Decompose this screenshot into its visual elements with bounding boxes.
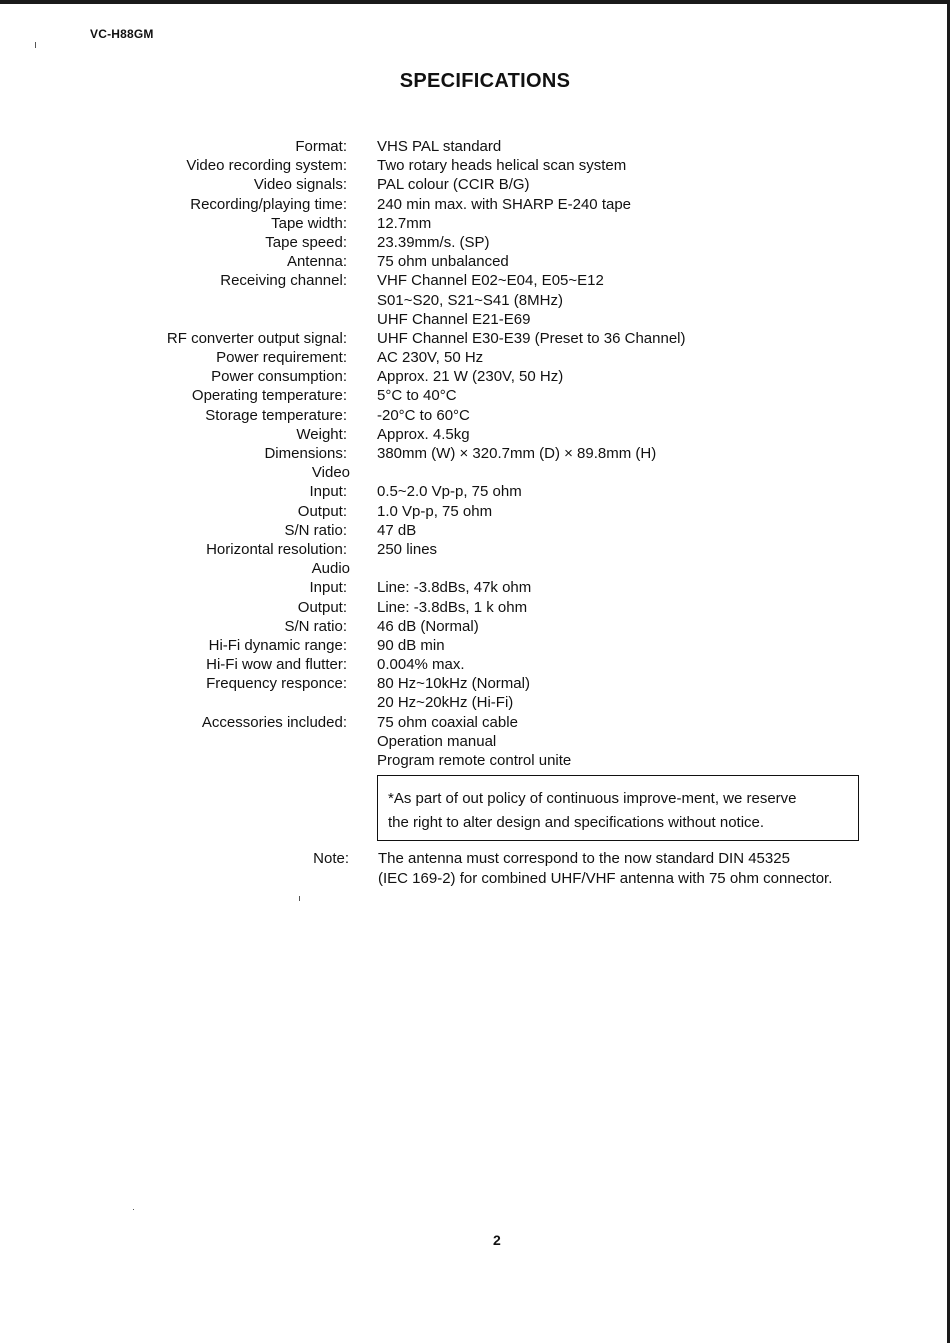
spec-value: Operation manual: [377, 732, 497, 750]
spec-row: [0, 482, 950, 501]
spec-row: [0, 751, 950, 770]
spec-label: Audio: [311, 560, 350, 578]
spec-value: 75 ohm unbalanced: [377, 253, 509, 271]
spec-row: [0, 674, 950, 693]
spec-value: 1.0 Vp-p, 75 ohm: [377, 502, 493, 520]
spec-value: Two rotary heads helical scan system: [377, 157, 627, 175]
spec-value: 240 min max. with SHARP E-240 tape: [377, 195, 632, 213]
spec-row: [0, 386, 950, 405]
spec-value: VHF Channel E02~E04, E05~E12: [377, 272, 604, 290]
spec-row: [0, 367, 950, 386]
spec-label: Power consumption:: [211, 368, 347, 386]
spec-label: Frequency responce:: [206, 675, 347, 693]
spec-row: [0, 233, 950, 252]
spec-row: [0, 329, 950, 348]
spec-label: Video signals:: [253, 176, 347, 194]
spec-label: Horizontal resolution:: [206, 540, 347, 558]
spec-value: 5°C to 40°C: [377, 387, 457, 405]
spec-label: Video recording system:: [186, 157, 347, 175]
spec-label: Tape width:: [271, 214, 347, 232]
spec-value: -20°C to 60°C: [377, 406, 470, 424]
notice-box: [377, 775, 859, 841]
spec-row: [0, 156, 950, 175]
top-border-rule: [0, 0, 950, 4]
spec-row: [0, 252, 950, 271]
notice-line-1: *As part of out policy of continuous improve-ment, we reserve: [388, 790, 797, 807]
scan-speck: [299, 896, 300, 901]
spec-value: UHF Channel E21-E69: [377, 310, 531, 328]
spec-label: Hi-Fi wow and flutter:: [206, 656, 347, 674]
note-line-2: (IEC 169-2) for combined UHF/VHF antenna with 75 ohm connector.: [378, 869, 833, 887]
spec-row: [0, 175, 950, 194]
spec-value: Approx. 4.5kg: [377, 425, 470, 443]
spec-label: Format:: [295, 138, 347, 155]
spec-row: [0, 693, 950, 712]
spec-row: [0, 655, 950, 674]
spec-label: Hi-Fi dynamic range:: [208, 636, 347, 654]
spec-label: Output:: [297, 502, 347, 520]
spec-row: [0, 636, 950, 655]
spec-row: [0, 271, 950, 290]
spec-row: [0, 578, 950, 597]
spec-value: 250 lines: [377, 540, 438, 558]
spec-value: 75 ohm coaxial cable: [377, 713, 518, 731]
spec-label: Dimensions:: [264, 445, 347, 462]
spec-value: 20 Hz~20kHz (Hi-Fi): [377, 694, 514, 712]
scan-speck: [133, 1209, 134, 1210]
spec-value: 90 dB min: [377, 636, 445, 654]
model-number: VC-H88GM: [90, 27, 154, 41]
spec-row: [0, 406, 950, 425]
spec-value: 12.7mm: [377, 214, 432, 232]
spec-label: Weight:: [296, 425, 347, 443]
spec-label: Accessories included:: [201, 713, 347, 731]
scan-speck: [35, 42, 36, 48]
spec-label: Power requirement:: [216, 349, 347, 367]
spec-value: 47 dB: [377, 521, 417, 539]
spec-value: S01~S20, S21~S41 (8MHz): [377, 291, 563, 309]
note-line-1: The antenna must correspond to the now standard DIN 45325: [378, 850, 790, 867]
spec-label: RF converter output signal:: [166, 329, 347, 347]
spec-row: [0, 348, 950, 367]
spec-value: VHS PAL standard: [377, 138, 502, 155]
spec-value: PAL colour (CCIR B/G): [377, 176, 530, 194]
spec-row: [0, 598, 950, 617]
spec-label: Receiving channel:: [220, 272, 347, 290]
spec-label: Tape speed:: [265, 233, 347, 251]
spec-row: [0, 195, 950, 214]
note-label: Note:: [313, 850, 349, 867]
spec-row: [0, 214, 950, 233]
spec-label: Operating temperature:: [191, 387, 347, 405]
spec-row: [0, 713, 950, 732]
spec-label: Antenna:: [286, 253, 347, 271]
spec-row: [0, 617, 950, 636]
spec-value: 0.5~2.0 Vp-p, 75 ohm: [377, 483, 522, 501]
notice-line-2: the right to alter design and specifications without notice.: [388, 814, 765, 831]
spec-value: 380mm (W) × 320.7mm (D) × 89.8mm (H): [377, 445, 657, 462]
spec-value: Program remote control unite: [377, 752, 572, 769]
spec-label: Input:: [309, 579, 347, 597]
spec-label: Output:: [297, 598, 347, 616]
spec-value: 23.39mm/s. (SP): [377, 233, 490, 251]
spec-row: [0, 463, 950, 482]
spec-value: Line: -3.8dBs, 1 k ohm: [377, 598, 528, 616]
spec-label: Recording/playing time:: [190, 195, 347, 213]
specifications-list: [0, 137, 950, 770]
spec-value: Line: -3.8dBs, 47k ohm: [377, 579, 532, 597]
spec-label: Input:: [309, 483, 347, 501]
spec-label: Storage temperature:: [205, 406, 347, 424]
spec-row: [0, 540, 950, 559]
spec-row: [0, 425, 950, 444]
spec-row: [0, 732, 950, 751]
spec-row: [0, 502, 950, 521]
spec-value: AC 230V, 50 Hz: [377, 349, 484, 367]
spec-row: [0, 521, 950, 540]
spec-row: [0, 137, 950, 156]
spec-row: [0, 444, 950, 463]
spec-label: Video: [311, 464, 350, 482]
spec-value: 80 Hz~10kHz (Normal): [377, 675, 530, 693]
spec-value: 46 dB (Normal): [377, 617, 479, 635]
spec-value: Approx. 21 W (230V, 50 Hz): [377, 368, 564, 386]
spec-value: UHF Channel E30-E39 (Preset to 36 Channel): [377, 329, 686, 347]
spec-row: [0, 310, 950, 329]
note-text: [378, 849, 832, 888]
spec-label: S/N ratio:: [284, 617, 347, 635]
page-number: 2: [493, 1232, 501, 1248]
spec-label: S/N ratio:: [284, 521, 347, 539]
spec-row: [0, 559, 950, 578]
page-title: SPECIFICATIONS: [399, 70, 571, 92]
spec-value: 0.004% max.: [377, 656, 465, 674]
spec-row: [0, 291, 950, 310]
